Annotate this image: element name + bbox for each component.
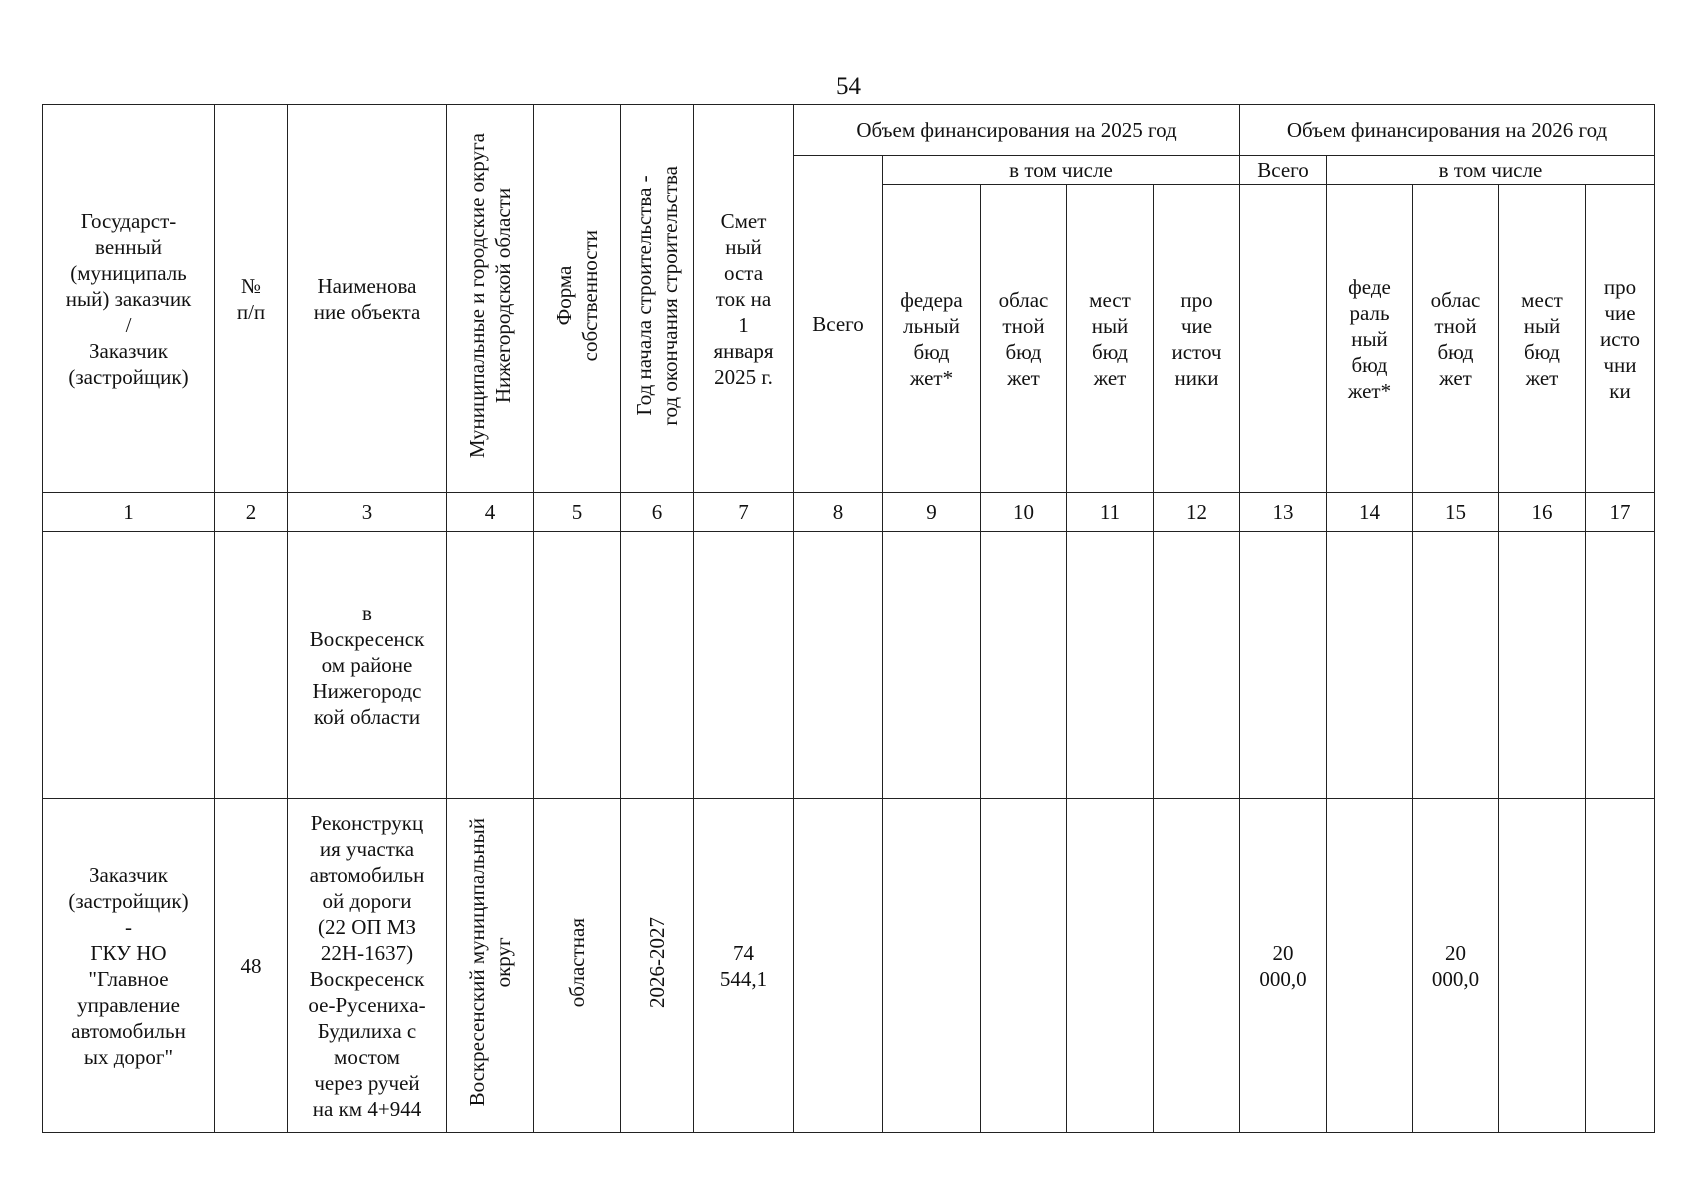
header-total-2026-blank bbox=[1240, 185, 1327, 493]
header-local-2026: мест ный бюд жет bbox=[1499, 185, 1586, 493]
header-ownership-form: Форма собственности bbox=[534, 105, 621, 493]
cell-municipal bbox=[447, 532, 534, 799]
header-total-2026: Всего bbox=[1240, 156, 1327, 185]
column-number: 6 bbox=[621, 493, 694, 532]
header-municipal-districts: Муниципальные и городские округа Нижегородской области bbox=[447, 105, 534, 493]
cell-municipal: Воскресенский муниципальный округ bbox=[447, 799, 534, 1133]
cell-object-name: в Воскресенск ом районе Нижегородс кой области bbox=[288, 532, 447, 799]
header-including-2026: в том числе bbox=[1327, 156, 1655, 185]
cell-number bbox=[215, 532, 288, 799]
column-number: 16 bbox=[1499, 493, 1586, 532]
column-number: 14 bbox=[1327, 493, 1413, 532]
column-number: 3 bbox=[288, 493, 447, 532]
header-number: № п/п bbox=[215, 105, 288, 493]
cell-other-2026 bbox=[1586, 799, 1655, 1133]
cell-regional-2025 bbox=[981, 799, 1067, 1133]
header-regional-2026: облас тной бюд жет bbox=[1413, 185, 1499, 493]
header-estimate-balance: Смет ный оста ток на 1 января 2025 г. bbox=[694, 105, 794, 493]
cell-other-2026 bbox=[1586, 532, 1655, 799]
header-local-2025: мест ный бюд жет bbox=[1067, 185, 1154, 493]
header-customer: Государст- венный (муниципаль ный) заказчик / Заказчик (застройщик) bbox=[43, 105, 215, 493]
cell-years bbox=[621, 532, 694, 799]
cell-other-2025 bbox=[1154, 799, 1240, 1133]
cell-regional-2026: 20 000,0 bbox=[1413, 799, 1499, 1133]
column-number: 15 bbox=[1413, 493, 1499, 532]
header-regional-2025: облас тной бюд жет bbox=[981, 185, 1067, 493]
header-including-2025: в том числе bbox=[883, 156, 1240, 185]
column-number: 12 bbox=[1154, 493, 1240, 532]
cell-local-2026 bbox=[1499, 532, 1586, 799]
column-number: 2 bbox=[215, 493, 288, 532]
column-number: 10 bbox=[981, 493, 1067, 532]
column-number: 8 bbox=[794, 493, 883, 532]
cell-federal-2026 bbox=[1327, 799, 1413, 1133]
table-row-continuation bbox=[43, 532, 1655, 799]
cell-customer bbox=[43, 532, 215, 799]
column-number-row bbox=[43, 493, 1655, 532]
page-number: 54 bbox=[836, 73, 861, 100]
cell-number: 48 bbox=[215, 799, 288, 1133]
cell-federal-2025 bbox=[883, 799, 981, 1133]
cell-federal-2026 bbox=[1327, 532, 1413, 799]
cell-local-2025 bbox=[1067, 799, 1154, 1133]
cell-customer: Заказчик (застройщик) - ГКУ НО "Главное управление автомобильн ых дорог" bbox=[43, 799, 215, 1133]
column-number: 9 bbox=[883, 493, 981, 532]
header-financing-2026: Объем финансирования на 2026 год bbox=[1240, 105, 1655, 156]
financing-table bbox=[42, 104, 1655, 1133]
cell-years: 2026-2027 bbox=[621, 799, 694, 1133]
column-number: 4 bbox=[447, 493, 534, 532]
cell-total-2025 bbox=[794, 799, 883, 1133]
column-number: 1 bbox=[43, 493, 215, 532]
column-number: 7 bbox=[694, 493, 794, 532]
header-federal-2026: феде раль ный бюд жет* bbox=[1327, 185, 1413, 493]
cell-total-2026: 20 000,0 bbox=[1240, 799, 1327, 1133]
cell-regional-2026 bbox=[1413, 532, 1499, 799]
header-total-2025: Всего bbox=[794, 156, 883, 493]
cell-total-2025 bbox=[794, 532, 883, 799]
cell-estimate: 74 544,1 bbox=[694, 799, 794, 1133]
cell-ownership bbox=[534, 532, 621, 799]
header-other-2025: про чие источ ники bbox=[1154, 185, 1240, 493]
header-federal-2025: федера льный бюд жет* bbox=[883, 185, 981, 493]
column-number: 5 bbox=[534, 493, 621, 532]
cell-other-2025 bbox=[1154, 532, 1240, 799]
cell-regional-2025 bbox=[981, 532, 1067, 799]
header-other-2026: про чие исто чни ки bbox=[1586, 185, 1655, 493]
cell-federal-2025 bbox=[883, 532, 981, 799]
column-number: 17 bbox=[1586, 493, 1655, 532]
header-object-name: Наименова ние объекта bbox=[288, 105, 447, 493]
cell-total-2026 bbox=[1240, 532, 1327, 799]
header-row bbox=[43, 105, 1655, 156]
cell-estimate bbox=[694, 532, 794, 799]
column-number: 11 bbox=[1067, 493, 1154, 532]
cell-ownership: областная bbox=[534, 799, 621, 1133]
table-row-48 bbox=[43, 799, 1655, 1133]
header-construction-years: Год начала строительства - год окончания строительства bbox=[621, 105, 694, 493]
header-financing-2025: Объем финансирования на 2025 год bbox=[794, 105, 1240, 156]
column-number: 13 bbox=[1240, 493, 1327, 532]
cell-object-name: Реконструкц ия участка автомобильн ой дороги (22 ОП МЗ 22Н-1637) Воскресенск ое-Русениха- Будилиха с мостом через ручей на км 4+944 bbox=[288, 799, 447, 1133]
cell-local-2026 bbox=[1499, 799, 1586, 1133]
cell-local-2025 bbox=[1067, 532, 1154, 799]
